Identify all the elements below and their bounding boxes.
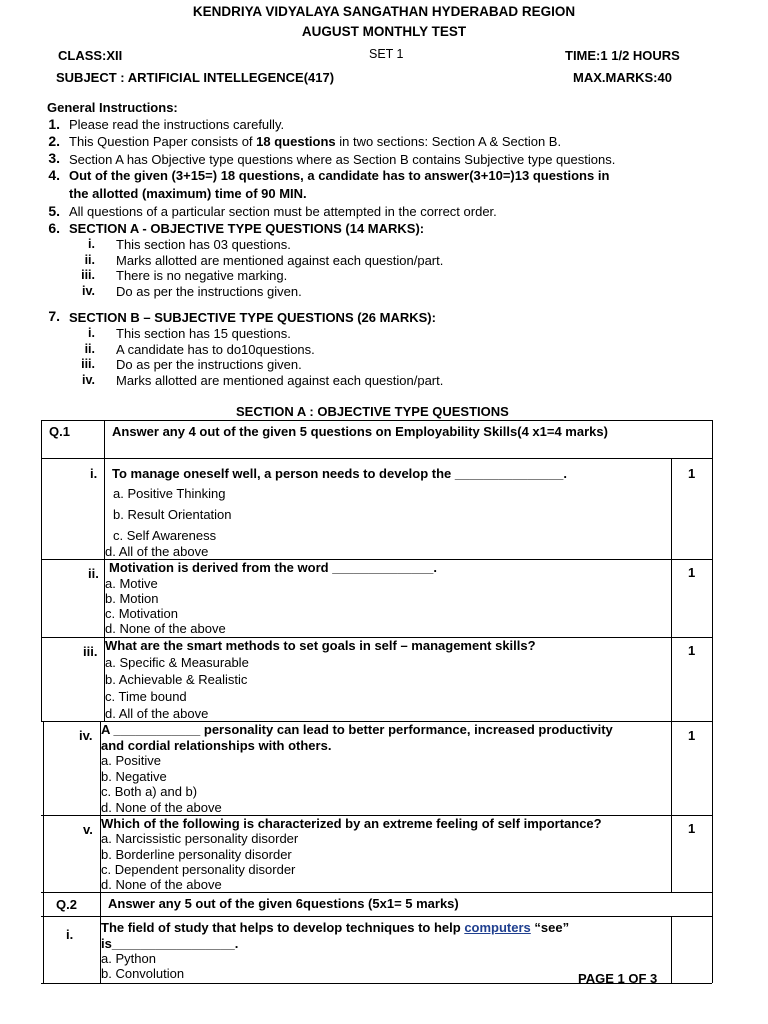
table-rule bbox=[41, 892, 712, 893]
section-b-point: A candidate has to do10questions. bbox=[116, 342, 315, 357]
question-number: Q.1 bbox=[49, 424, 70, 439]
section-a-point-number: i. bbox=[88, 237, 95, 251]
section-b-heading: SECTION B – SUBJECTIVE TYPE QUESTIONS (26 MARKS): bbox=[69, 310, 436, 325]
option: b. Motion bbox=[105, 591, 159, 606]
option: a. Motive bbox=[105, 576, 158, 591]
part-question: Motivation is derived from the word ______________. bbox=[109, 560, 438, 575]
part-number: iii. bbox=[83, 644, 98, 659]
max-marks-label: MAX.MARKS:40 bbox=[573, 70, 672, 85]
instruction-text-cont: the allotted (maximum) time of 90 MIN. bbox=[69, 186, 307, 201]
question-number: Q.2 bbox=[56, 897, 77, 912]
instruction-text: All questions of a particular section must be attempted in the correct order. bbox=[69, 204, 497, 219]
part-question: What are the smart methods to set goals in self – management skills? bbox=[105, 638, 536, 653]
section-a-point-number: iv. bbox=[82, 284, 95, 298]
section-b-point-number: iv. bbox=[82, 373, 95, 387]
option: d. All of the above bbox=[105, 706, 209, 721]
computers-link[interactable]: computers bbox=[464, 920, 531, 935]
table-rule bbox=[41, 420, 712, 421]
table-rule bbox=[671, 458, 672, 892]
option: a. Narcissistic personality disorder bbox=[101, 831, 299, 846]
option: a. Positive bbox=[101, 753, 161, 768]
part-question-cont: is_________________. bbox=[101, 936, 239, 951]
instruction-text: Please read the instructions carefully. bbox=[69, 117, 285, 132]
part-marks: 1 bbox=[688, 466, 696, 481]
instruction-text: Section A has Objective type questions where as Section B contains Subjective type questions. bbox=[69, 152, 616, 167]
section-a-point: There is no negative marking. bbox=[116, 268, 288, 283]
table-rule bbox=[41, 458, 712, 459]
section-b-point-number: ii. bbox=[84, 342, 95, 356]
option: b. Result Orientation bbox=[113, 507, 232, 522]
option: c. Self Awareness bbox=[113, 528, 217, 543]
option: b. Negative bbox=[101, 769, 167, 784]
option: b. Convolution bbox=[101, 966, 185, 981]
option: d. None of the above bbox=[101, 800, 222, 815]
exam-title: AUGUST MONTHLY TEST bbox=[301, 24, 467, 39]
table-rule bbox=[41, 420, 42, 721]
instruction-text: This Question Paper consists of 18 questions in two sections: Section A & Section B. bbox=[69, 134, 562, 149]
instruction-number: 6. bbox=[48, 220, 60, 236]
part-number: v. bbox=[83, 822, 93, 837]
part-question: Which of the following is characterized by an extreme feeling of self importance? bbox=[101, 816, 602, 831]
option: c. Time bound bbox=[105, 689, 187, 704]
option: d. All of the above bbox=[105, 544, 209, 559]
set-label: SET 1 bbox=[369, 47, 404, 61]
part-number: i. bbox=[66, 927, 74, 942]
instruction-number: 7. bbox=[48, 308, 60, 324]
option: c. Both a) and b) bbox=[101, 784, 198, 799]
part-question-cont: and cordial relationships with others. bbox=[101, 738, 332, 753]
instruction-number: 5. bbox=[48, 203, 60, 219]
part-number: i. bbox=[90, 466, 98, 481]
option: d. None of the above bbox=[101, 877, 222, 892]
instruction-number: 2. bbox=[48, 133, 60, 149]
question-title: Answer any 5 out of the given 6questions (5x1= 5 marks) bbox=[108, 896, 459, 911]
question-count: 18 questions bbox=[256, 134, 336, 149]
option: a. Positive Thinking bbox=[113, 486, 226, 501]
option: c. Motivation bbox=[105, 606, 178, 621]
option: b. Borderline personality disorder bbox=[101, 847, 292, 862]
table-rule bbox=[712, 420, 713, 983]
time-label: TIME:1 1/2 HOURS bbox=[565, 48, 680, 63]
section-b-point-number: iii. bbox=[81, 357, 95, 371]
part-marks: 1 bbox=[688, 565, 696, 580]
class-label: CLASS:XII bbox=[58, 48, 123, 63]
instruction-number: 4. bbox=[48, 167, 60, 183]
part-number: ii. bbox=[88, 566, 99, 581]
section-b-point: This section has 15 questions. bbox=[116, 326, 291, 341]
subject-label: SUBJECT : ARTIFICIAL INTELLEGENCE(417) bbox=[56, 70, 335, 85]
school-title: KENDRIYA VIDYALAYA SANGATHAN HYDERABAD REGION bbox=[192, 4, 576, 19]
section-a-point-number: ii. bbox=[84, 253, 95, 267]
section-b-point-number: i. bbox=[88, 326, 95, 340]
section-a-point: Do as per the instructions given. bbox=[116, 284, 302, 299]
option: a. Specific & Measurable bbox=[105, 655, 249, 670]
instruction-text: Out of the given (3+15=) 18 questions, a candidate has to answer(3+10=)13 questions in bbox=[69, 168, 610, 183]
option: d. None of the above bbox=[105, 621, 226, 636]
page-number: PAGE 1 OF 3 bbox=[578, 971, 658, 986]
table-rule bbox=[41, 916, 712, 917]
option: a. Python bbox=[101, 951, 156, 966]
question-title: Answer any 4 out of the given 5 questions on Employability Skills(4 x1=4 marks) bbox=[112, 424, 608, 439]
part-number: iv. bbox=[79, 728, 93, 743]
option: c. Dependent personality disorder bbox=[101, 862, 296, 877]
section-a-point-number: iii. bbox=[81, 268, 95, 282]
instructions-title: General Instructions: bbox=[47, 100, 178, 115]
part-marks: 1 bbox=[688, 643, 696, 658]
section-b-point: Marks allotted are mentioned against each question/part. bbox=[116, 373, 444, 388]
table-rule bbox=[43, 721, 44, 983]
section-a-heading: SECTION A - OBJECTIVE TYPE QUESTIONS (14 MARKS): bbox=[69, 221, 425, 236]
part-marks: 1 bbox=[688, 821, 696, 836]
part-marks: 1 bbox=[688, 728, 696, 743]
table-rule bbox=[104, 420, 105, 458]
instruction-number: 1. bbox=[48, 116, 60, 132]
section-a-title: SECTION A : OBJECTIVE TYPE QUESTIONS bbox=[236, 404, 509, 419]
section-a-point: This section has 03 questions. bbox=[116, 237, 291, 252]
part-question: To manage oneself well, a person needs to develop the _______________. bbox=[112, 466, 567, 481]
section-a-point: Marks allotted are mentioned against each question/part. bbox=[116, 253, 444, 268]
section-b-point: Do as per the instructions given. bbox=[116, 357, 302, 372]
part-question: The field of study that helps to develop techniques to help computers “see” bbox=[101, 920, 570, 935]
option: b. Achievable & Realistic bbox=[105, 672, 248, 687]
part-question: A ____________ personality can lead to better performance, increased productivity bbox=[101, 722, 613, 737]
table-rule bbox=[671, 916, 672, 983]
instruction-number: 3. bbox=[48, 150, 60, 166]
